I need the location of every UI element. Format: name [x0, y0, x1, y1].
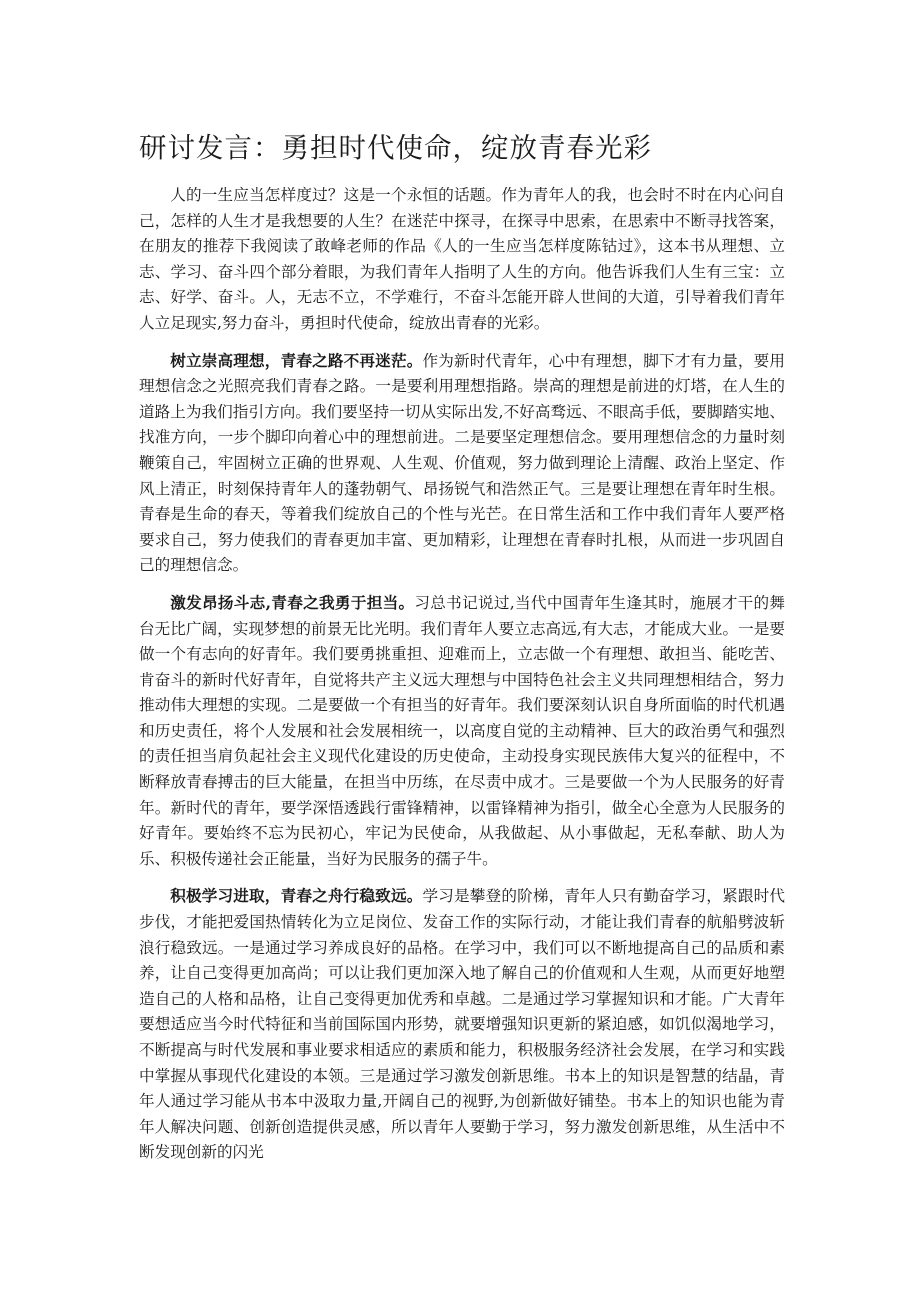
section-heading-1: 树立崇高理想，青春之路不再迷茫。 [170, 350, 423, 370]
section-paragraph-1 [139, 348, 785, 579]
section-paragraph-3 [139, 883, 785, 1166]
section-body-2: 习总书记说过,当代中国青年生逢其时，施展才干的舞台无比广阔，实现梦想的前景无比光明。我们青年人要立志高远,有大志，才能成大业。一是要做一个有志向的好青年。我们要勇挑重担、迎难而上，立志做一个有理想、敢担当、能吃苦、肯奋斗的新时代好青年，自觉将共产主义远大理想与中国特色社会主义共同理想相结合，努力推动伟大理想的实现。二是要做一个有担当的好青年。我们要深刻认识自身所面临的时代机遇和历史责任，将个人发展和社会发展相统一，以高度自觉的主动精神、巨大的政治勇气和强烈的责任担当肩负起社会主义现代化建设的历史使命，主动投身实现民族伟大复兴的征程中，不断释放青春搏击的巨大能量，在担当中历练，在尽责中成才。三是要做一个为人民服务的好青年。新时代的青年，要学深悟透践行雷锋精神，以雷锋精神为指引，做全心全意为人民服务的好青年。要始终不忘为民初心，牢记为民使命，从我做起、从小事做起，无私奉献、助人为乐、积极传递社会正能量，当好为民服务的孺子牛。 [139, 593, 785, 868]
section-body-3: 学习是攀登的阶梯，青年人只有勤奋学习，紧跟时代步伐，才能把爱国热情转化为立足岗位、发奋工作的实际行动，才能让我们青春的航船劈波斩浪行稳致远。一是通过学习养成良好的品格。在学习中，我们可以不断地提高自己的品质和素养，让自己变得更加高尚；可以让我们更加深入地了解自己的价值观和人生观，从而更好地塑造自己的人格和品格，让自己变得更加优秀和卓越。二是通过学习掌握知识和才能。广大青年要想适应当今时代特征和当前国际国内形势，就要增强知识更新的紧迫感，如饥似渴地学习，不断提高与时代发展和事业要求相适应的素质和能力，积极服务经济社会发展，在学习和实践中掌握从事现代化建设的本领。三是通过学习激发创新思维。书本上的知识是智慧的结晶，青年人通过学习能从书本中汲取力量,开阔自己的视野,为创新做好铺垫。书本上的知识也能为青年人解决问题、创新创造提供灵感，所以青年人要勤于学习，努力激发创新思维，从生活中不断发现创新的闪光 [139, 887, 785, 1162]
document-page [139, 128, 785, 1177]
document-title: 研讨发言：勇担时代使命，绽放青春光彩 [139, 132, 652, 164]
section-heading-3: 积极学习进取，青春之舟行稳致远。 [170, 886, 423, 906]
section-paragraph-2 [139, 590, 785, 873]
section-heading-2: 激发昂扬斗志,青春之我勇于担当。 [170, 592, 415, 612]
section-body-1: 作为新时代青年，心中有理想，脚下才有力量，要用理想信念之光照亮我们青春之路。一是要利用理想指路。崇高的理想是前进的灯塔，在人生的道路上为我们指引方向。我们要坚持一切从实际出发,不好高骛远、不眼高手低，要脚踏实地、找准方向，一步个脚印向着心中的理想前进。二是要坚定理想信念。要用理想信念的力量时刻鞭策自己，牢固树立正确的世界观、人生观、价值观，努力做到理论上清醒、政治上坚定、作风上清正，时刻保持青年人的蓬勃朝气、昂扬锐气和浩然正气。三是要让理想在青年时生根。青春是生命的春天，等着我们绽放自己的个性与光芒。在日常生活和工作中我们青年人要严格要求自己，努力使我们的青春更加丰富、更加精彩，让理想在青春时扎根，从而进一步巩固自己的理想信念。 [139, 351, 785, 575]
intro-paragraph: 人的一生应当怎样度过？这是一个永恒的话题。作为青年人的我，也会时不时在内心问自己，怎样的人生才是我想要的人生？在迷茫中探寻，在探寻中思索，在思索中不断寻找答案，在朋友的推荐下我阅读了敢峰老师的作品《人的一生应当怎样度陈钴过》，这本书从理想、立志、学习、奋斗四个部分着眼，为我们青年人指明了人生的方向。他告诉我们人生有三宝：立志、好学、奋斗。人，无志不立，不学难行，不奋斗怎能开辟人世间的大道，引导着我们青年人立足现实,努力奋斗，勇担时代使命，绽放出青春的光彩。 [139, 186, 785, 332]
